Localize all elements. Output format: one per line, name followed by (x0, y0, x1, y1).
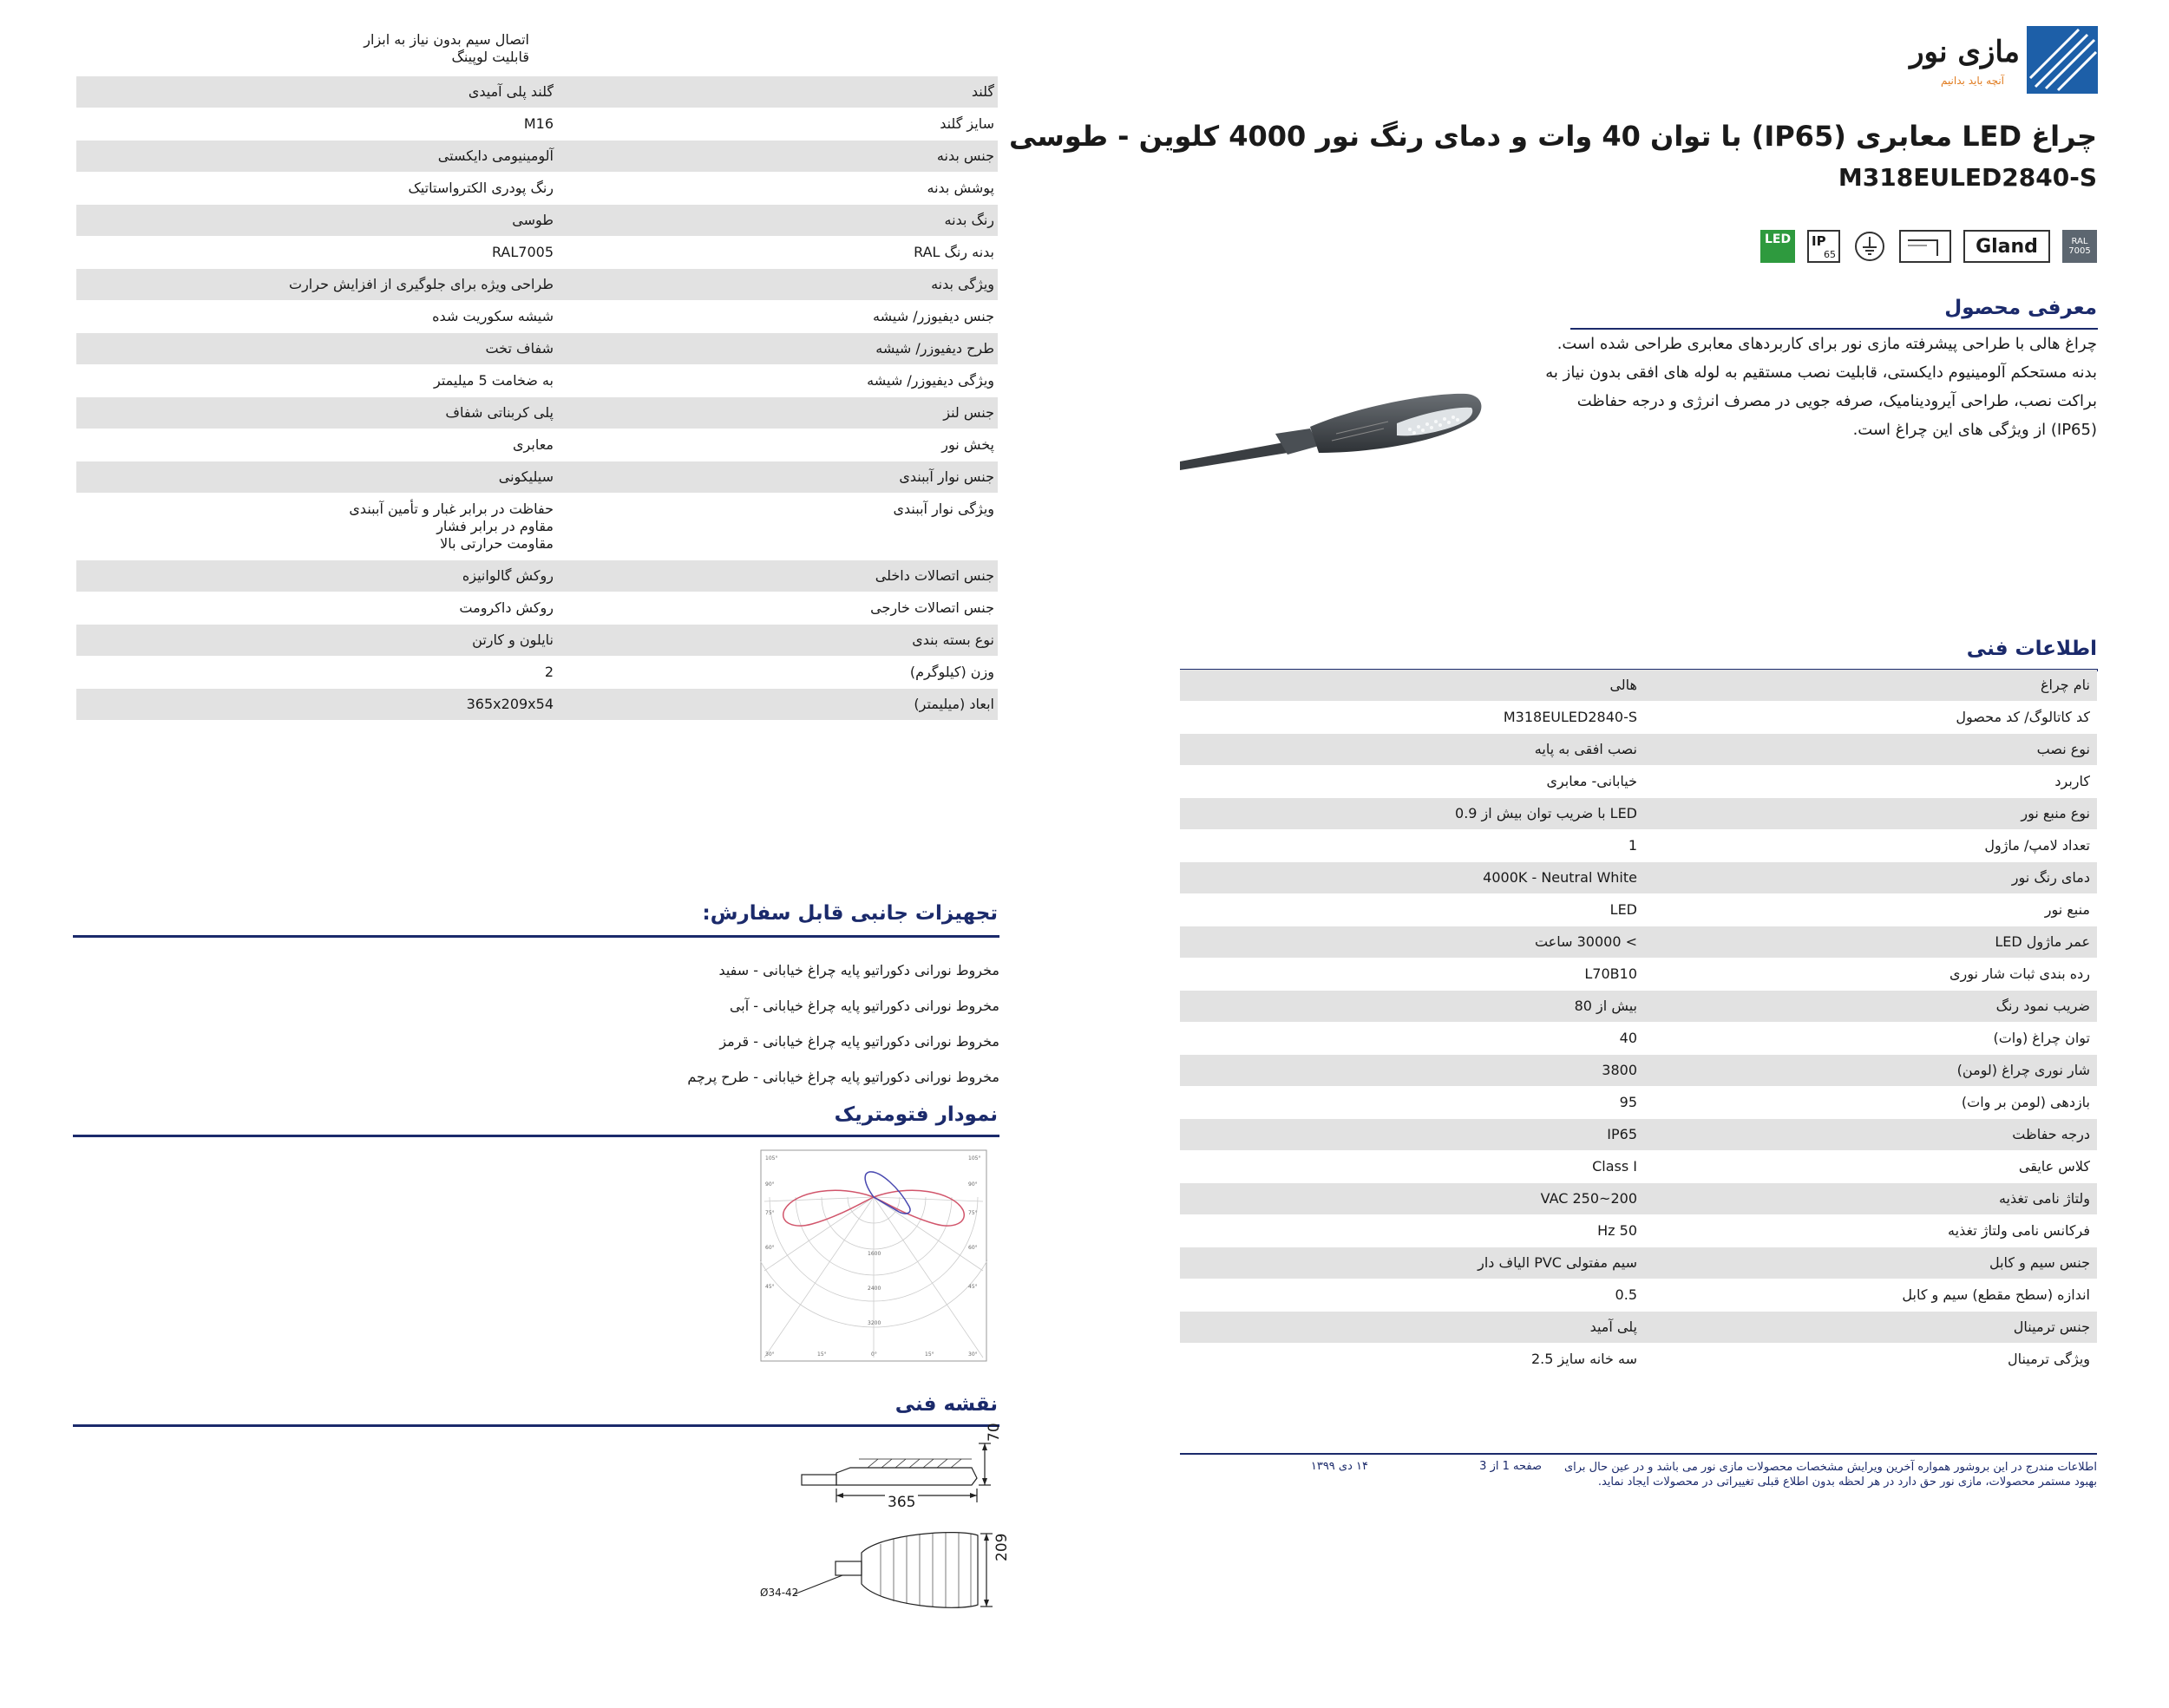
dim-height: 70 (986, 1423, 1003, 1442)
gland-badge: Gland (1963, 230, 2050, 263)
spec-value (76, 76, 554, 108)
spec-label: جنس نوار آببندی (899, 468, 994, 485)
table-row (1180, 734, 2097, 766)
spec-value-line: سیلیکونی (498, 468, 554, 485)
spec-value-line: روکش گالوانیزه (462, 567, 554, 584)
dim-pipe: Ø34-42 (760, 1587, 799, 1599)
table-row (76, 108, 998, 141)
table-row (76, 301, 998, 333)
tech-title: اطلاعات فنی (1966, 638, 2097, 660)
ip-badge (1807, 230, 1840, 263)
drawing-top-view (759, 1527, 1002, 1613)
table-row (1180, 1087, 2097, 1119)
tech-value: 4000K - Neutral White (1483, 869, 1637, 886)
tech-value: نصب افقی به پایه (1534, 741, 1637, 757)
spec-label: وزن (کیلوگرم) (909, 664, 994, 680)
table-row (76, 173, 998, 205)
mounting-icon (1899, 230, 1951, 263)
ground-icon (1852, 230, 1887, 263)
tech-value: L70B10 (1584, 965, 1637, 982)
tech-table (1180, 670, 2097, 1376)
dim-length: 365 (885, 1494, 918, 1511)
spec-value (76, 689, 554, 720)
ral-label: RAL (2071, 237, 2088, 246)
spec-label: سایز گلند (940, 115, 994, 132)
svg-text:0°: 0° (871, 1351, 877, 1358)
svg-text:90°: 90° (765, 1181, 775, 1188)
accessories-title: تجهیزات جانبی قابل سفارش: (702, 902, 998, 925)
table-row (1180, 1312, 2097, 1344)
spec-label: جنس لنز (943, 404, 994, 421)
drawing-rule (73, 1424, 999, 1427)
led-badge: LED (1760, 230, 1795, 263)
spec-label: جنس اتصالات خارجی (870, 599, 994, 616)
svg-text:75°: 75° (765, 1210, 775, 1216)
spec-label: رنگ بدنه (944, 212, 994, 228)
table-row (1180, 1344, 2097, 1376)
svg-text:3200: 3200 (868, 1320, 881, 1326)
table-row (1180, 1055, 2097, 1087)
spec-value-line: طوسی (512, 212, 554, 228)
wire-notes (252, 31, 529, 66)
svg-text:75°: 75° (968, 1210, 978, 1216)
table-row (1180, 1023, 2097, 1055)
table-row (1180, 702, 2097, 734)
svg-text:60°: 60° (765, 1245, 775, 1251)
table-row (1180, 1183, 2097, 1215)
tech-value: سه خانه سایز 2.5 (1530, 1351, 1637, 1367)
wire-note: قابلیت لوپینگ (451, 49, 529, 65)
tech-value: IP65 (1607, 1126, 1637, 1142)
intro-title: معرفی محصول (1944, 297, 2097, 319)
tech-value: 50 Hz (1597, 1222, 1637, 1239)
spec-label: جنس اتصالات داخلی (875, 567, 994, 584)
tech-value: هالی (1609, 677, 1637, 693)
tech-label: درجه حفاظت (2012, 1126, 2090, 1142)
tech-label: جنس سیم و کابل (1989, 1254, 2090, 1271)
tech-label: تعداد لامپ/ ماژول (1984, 837, 2090, 854)
table-row (1180, 862, 2097, 894)
list-item: مخروط نورانی دکوراتیو پایه چراغ خیابانی - آبی (729, 998, 999, 1014)
spec-label: طرح دیفیوزر/ شیشه (875, 340, 994, 357)
tech-value: LED (1609, 901, 1637, 918)
wire-note: اتصال سیم بدون نیاز به ابزار (364, 31, 529, 48)
table-row (1180, 959, 2097, 991)
table-row (76, 625, 998, 657)
tech-label: فرکانس نامی ولتاژ تغذیه (1948, 1222, 2090, 1239)
spec-value-line: 2 (544, 664, 554, 680)
spec-label: پخش نور (941, 436, 994, 453)
spec-table (76, 76, 998, 721)
svg-text:45°: 45° (968, 1284, 978, 1290)
spec-value-line: آلومینیومی دایکستی (437, 147, 554, 164)
table-row (1180, 1279, 2097, 1312)
svg-text:2400: 2400 (868, 1286, 881, 1292)
spec-label: جنس دیفیوزر/ شیشه (873, 308, 994, 324)
logo-text: مازی نور (1910, 35, 2020, 69)
spec-value-line: مقاومت حرارتی بالا (440, 535, 554, 552)
tech-label: شار نوری چراغ (لومن) (1956, 1062, 2090, 1078)
table-row (1180, 830, 2097, 862)
spec-value (76, 397, 554, 429)
svg-text:90°: 90° (968, 1181, 978, 1188)
spec-value (76, 108, 554, 140)
logo-tagline: آنچه باید بدانیم (1940, 75, 2004, 87)
ral-number: 7005 (2068, 246, 2091, 256)
table-row (76, 560, 998, 592)
table-row (76, 494, 998, 560)
tech-value: سیم مفتولی PVC الیاف دار (1478, 1254, 1637, 1271)
tech-value: خیابانی- معابری (1546, 773, 1637, 789)
spec-value (76, 625, 554, 656)
spec-label: ویژگی دیفیوزر/ شیشه (867, 372, 994, 389)
svg-text:45°: 45° (765, 1284, 775, 1290)
table-row (76, 592, 998, 625)
tech-value: 1 (1628, 837, 1637, 854)
drawing-title: نقشه فنی (894, 1393, 998, 1416)
spec-value (76, 301, 554, 332)
product-title: چراغ LED معابری (IP65) با توان 40 وات و دمای رنگ نور 4000 کلوین - طوسی (1008, 120, 2097, 153)
tech-value: 3800 (1602, 1062, 1637, 1078)
tech-label: عمر ماژول LED (1995, 933, 2090, 950)
spec-value (76, 365, 554, 396)
spec-value-line: گلند پلی آمیدی (468, 83, 554, 100)
spec-label: گلند (971, 83, 994, 100)
table-row (1180, 766, 2097, 798)
table-row (76, 141, 998, 173)
tech-label: منبع نور (2044, 901, 2090, 918)
brand-logo (1864, 26, 2098, 95)
spec-value (76, 657, 554, 688)
spec-value-line: 365x209x54 (466, 696, 554, 712)
table-row (76, 365, 998, 397)
spec-label: ابعاد (میلیمتر) (914, 696, 994, 712)
spec-value-line: روکش داکرومت (459, 599, 554, 616)
svg-text:30°: 30° (968, 1351, 978, 1358)
tech-label: رده بندی ثبات شار نوری (1949, 965, 2090, 982)
spec-value-line: M16 (523, 115, 554, 132)
tech-label: کد کاتالوگ/ کد محصول (1956, 709, 2090, 725)
spec-label: ویژگی بدنه (931, 276, 994, 292)
footer-note: اطلاعات مندرج در این بروشور همواره آخرین ویرایش مشخصات محصولات مازی نور می باشد و در عین حال برای بهبود مستمر محصولات، مازی نور حق دارد در هر لحظه بدون اطلاع قبلی تغییراتی در محصولات ایجاد نماید. (1563, 1461, 2097, 1489)
tech-label: کاربرد (2054, 773, 2090, 789)
svg-text:30°: 30° (765, 1351, 775, 1358)
tech-label: نوع نصب (2036, 741, 2090, 757)
tech-value: LED با ضریب توان بیش از 0.9 (1455, 805, 1637, 821)
table-row (1180, 894, 2097, 926)
spec-label: جنس بدنه (936, 147, 994, 164)
badge-row (1760, 230, 2097, 263)
table-row (1180, 670, 2097, 702)
list-item: مخروط نورانی دکوراتیو پایه چراغ خیابانی - سفید (718, 962, 999, 978)
spec-value (76, 269, 554, 300)
spec-value-line: مقاوم در برابر فشار (436, 518, 554, 534)
table-row (76, 689, 998, 721)
photometric-diagram (760, 1149, 987, 1362)
table-row (1180, 991, 2097, 1023)
tech-value: Class I (1592, 1158, 1637, 1175)
table-row (76, 429, 998, 461)
tech-value: 0.5 (1615, 1286, 1637, 1303)
table-row (1180, 798, 2097, 830)
svg-text:15°: 15° (925, 1351, 934, 1358)
table-row (1180, 1215, 2097, 1247)
svg-text:60°: 60° (968, 1245, 978, 1251)
tech-label: اندازه (سطح مقطع) سیم و کابل (1902, 1286, 2090, 1303)
logo-mark (2027, 26, 2098, 94)
tech-value: 200~250 VAC (1540, 1190, 1637, 1207)
tech-label: جنس ترمینال (2013, 1319, 2090, 1335)
spec-value-line: به ضخامت 5 میلیمتر (434, 372, 554, 389)
spec-value (76, 429, 554, 461)
spec-value-line: نایلون و کارتن (472, 632, 554, 648)
footer-date: ۱۴ دی ۱۳۹۹ (1310, 1460, 1368, 1473)
table-row (1180, 926, 2097, 959)
tech-value: بیش از 80 (1574, 998, 1637, 1014)
spec-value (76, 560, 554, 592)
tech-label: کلاس عایقی (2018, 1158, 2090, 1175)
tech-label: دمای رنگ نور (2011, 869, 2090, 886)
spec-label: پوشش بدنه (927, 180, 994, 196)
svg-text:105°: 105° (765, 1155, 778, 1162)
table-row (76, 76, 998, 108)
photometric-rule (73, 1135, 999, 1137)
list-item: مخروط نورانی دکوراتیو پایه چراغ خیابانی - طرح پرچم (687, 1069, 999, 1085)
tech-label: نام چراغ (2040, 677, 2090, 693)
footer (1180, 1453, 2097, 1489)
spec-label: ویژگی نوار آببندی (893, 501, 994, 517)
spec-value (76, 141, 554, 172)
intro-text: چراغ هالی با طراحی پیشرفته مازی نور برای کاربردهای معابری طراحی شده است. بدنه مستحکم آلومینیوم دایکستی، قابلیت نصب مستقیم به لوله های افقی بدون نیاز به براکت نصب، طراحی آیرودینامیک، صرفه جویی در مصرف انرژی و درجه حفاظت (IP65) از ویژگی های این چراغ است. (1545, 335, 2097, 439)
tech-label: بازدهی (لومن بر وات) (1961, 1094, 2090, 1110)
table-row (76, 657, 998, 689)
tech-value: 40 (1619, 1030, 1637, 1046)
table-row (1180, 1151, 2097, 1183)
tech-label: توان چراغ (وات) (1993, 1030, 2090, 1046)
tech-label: ولتاژ نامی تغذیه (1998, 1190, 2090, 1207)
table-row (76, 333, 998, 365)
list-item: مخروط نورانی دکوراتیو پایه چراغ خیابانی - قرمز (719, 1033, 999, 1050)
ip-label: IP (1812, 233, 1826, 249)
table-row (76, 269, 998, 301)
dim-width: 209 (993, 1533, 1011, 1561)
product-code: M318EULED2840-S (1838, 163, 2097, 192)
spec-value (76, 461, 554, 493)
ral-badge (2062, 230, 2097, 263)
tech-value: 95 (1619, 1094, 1637, 1110)
spec-value (76, 173, 554, 204)
spec-label: بدنه رنگ RAL (914, 244, 994, 260)
product-image (1180, 382, 1527, 477)
spec-value-line: RAL7005 (491, 244, 554, 260)
table-row (1180, 1119, 2097, 1151)
spec-value (76, 333, 554, 364)
tech-label: ضریب نمود رنگ (1995, 998, 2090, 1014)
table-row (76, 205, 998, 237)
spec-value (76, 205, 554, 236)
footer-page: صفحه 1 از 3 (1479, 1460, 1542, 1473)
svg-text:105°: 105° (968, 1155, 981, 1162)
spec-value-line: طراحی ویژه برای جلوگیری از افزایش حرارت (289, 276, 554, 292)
table-row (76, 237, 998, 269)
svg-text:15°: 15° (817, 1351, 827, 1358)
table-row (76, 397, 998, 429)
spec-value (76, 592, 554, 624)
accessories-list (566, 952, 999, 1095)
spec-value-line: معابری (513, 436, 554, 453)
spec-value (76, 494, 554, 560)
ip-number: 65 (1824, 249, 1836, 260)
spec-value (76, 237, 554, 268)
spec-value-line: رنگ پودری الکترواستاتیک (408, 180, 554, 196)
tech-label: ویژگی ترمینال (2007, 1351, 2090, 1367)
photometric-title: نمودار فتومتریک (834, 1103, 998, 1126)
spec-value-line: شفاف تخت (485, 340, 554, 357)
table-row (76, 461, 998, 494)
accessories-rule (73, 935, 999, 938)
tech-value: > 30000 ساعت (1534, 933, 1637, 950)
spec-value-line: پلی کربناتی شفاف (445, 404, 554, 421)
spec-value-line: شیشه سکوریت شده (432, 308, 554, 324)
table-row (1180, 1247, 2097, 1279)
spec-label: نوع بسته بندی (912, 632, 994, 648)
spec-value-line: حفاظت در برابر غبار و تأمین آببندی (349, 501, 554, 517)
tech-label: نوع منبع نور (2021, 805, 2090, 821)
svg-text:1600: 1600 (868, 1251, 881, 1257)
tech-value: پلی آمید (1589, 1319, 1637, 1335)
tech-value: M318EULED2840-S (1503, 709, 1637, 725)
